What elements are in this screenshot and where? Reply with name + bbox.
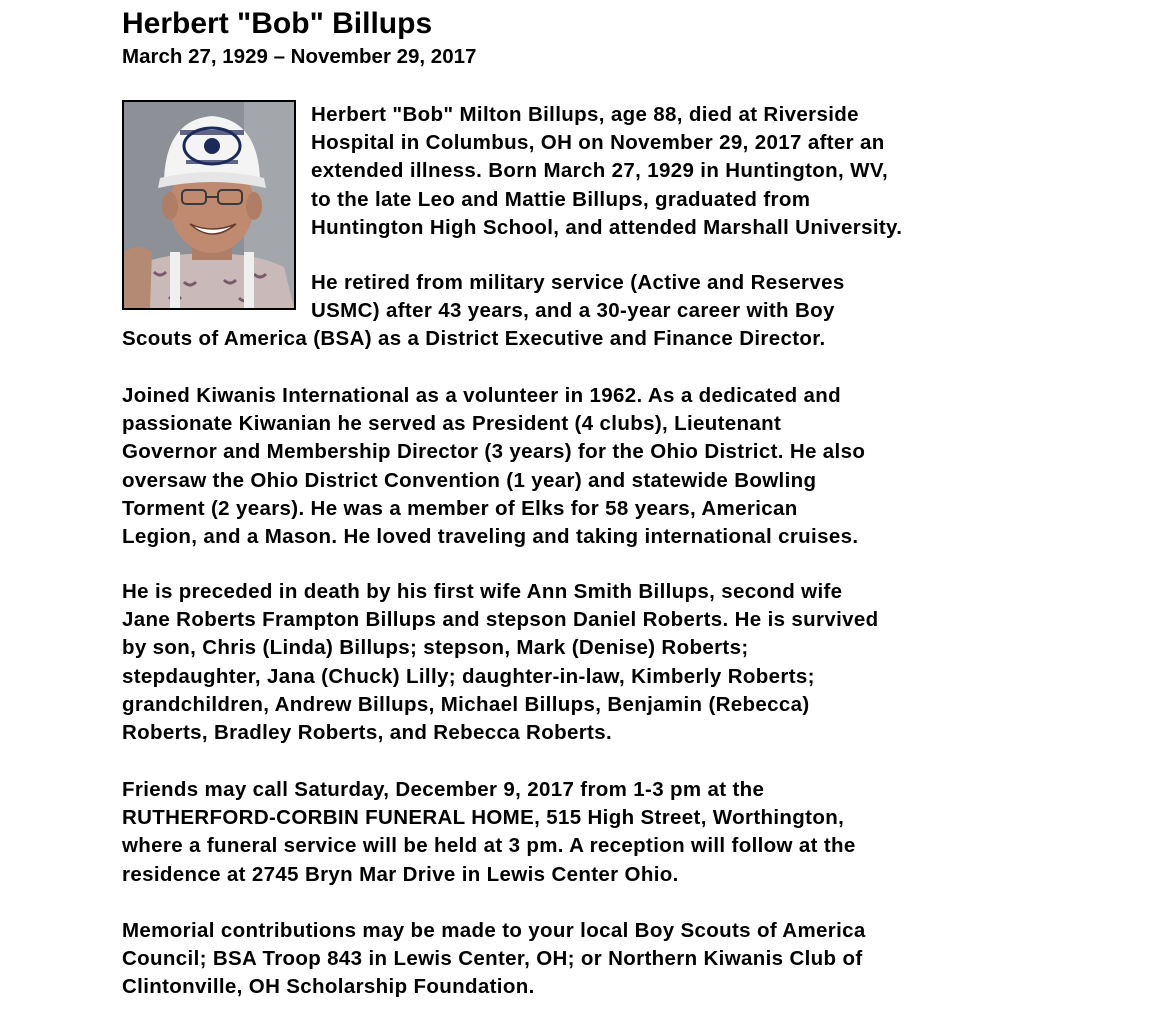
text-line: Governor and Membership Director (3 years) for the Ohio District. He also [122,440,866,464]
text-line: to the late Leo and Mattie Billups, graduated from [311,187,811,211]
text-line: extended illness. Born March 27, 1929 in Huntington, WV, [311,159,889,183]
text-line: Jane Roberts Frampton Billups and stepson Daniel Roberts. He is survived [122,608,879,632]
text-line: Council; BSA Troop 843 in Lewis Center, OH; or Northern Kiwanis Club of [122,947,863,971]
text-line: stepdaughter, Jana (Chuck) Lilly; daughter-in-law, Kimberly Roberts; [122,664,815,688]
text-line: residence at 2745 Bryn Mar Drive in Lewis Center Ohio. [122,862,679,886]
paragraph-career [122,269,845,354]
text-line: grandchildren, Andrew Billups, Michael Billups, Benjamin (Rebecca) [122,692,810,716]
text-line: RUTHERFORD-CORBIN FUNERAL HOME, 515 High Street, Worthington, [122,806,845,830]
text-line: where a funeral service will be held at 3 pm. A reception will follow at the [122,834,856,858]
text-line: by son, Chris (Linda) Billups; stepson, Mark (Denise) Roberts; [122,636,749,660]
paragraph-kiwanis [122,382,865,551]
text-line: Scouts of America (BSA) as a District Executive and Finance Director. [122,327,826,351]
text-line: Friends may call Saturday, December 9, 2017 from 1-3 pm at the [122,778,765,801]
paragraph-services [122,776,856,889]
text-line: Joined Kiwanis International as a volunteer in 1962. As a dedicated and [122,384,842,407]
paragraph-memorial-contributions [122,917,866,1002]
text-line: Roberts, Bradley Roberts, and Rebecca Roberts. [122,721,613,745]
text-line: He is preceded in death by his first wife Ann Smith Billups, second wife [122,580,843,603]
text-line: Herbert "Bob" Milton Billups, age 88, died at Riverside [311,103,859,126]
text-line: oversaw the Ohio District Convention (1 year) and statewide Bowling [122,468,817,492]
text-line: Torment (2 years). He was a member of Elks for 58 years, American [122,496,798,520]
paragraph-family [122,578,879,747]
life-dates: March 27, 1929 – November 29, 2017 [122,45,477,68]
text-line: Clintonville, OH Scholarship Foundation. [122,975,535,999]
paragraph-death-and-birth [122,101,902,242]
text-line: Hospital in Columbus, OH on November 29, 2017 after an [311,131,885,155]
text-line: USMC) after 43 years, and a 30-year career with Boy [311,299,835,323]
obituary-title: Herbert "Bob" Billups [122,7,433,40]
text-line: passionate Kiwanian he served as President (4 clubs), Lieutenant [122,412,782,436]
text-line: Huntington High School, and attended Marshall University. [311,215,903,239]
text-line: He retired from military service (Active and Reserves [311,271,845,294]
text-line: Memorial contributions may be made to your local Boy Scouts of America [122,919,866,942]
text-line: Legion, and a Mason. He loved traveling and taking international cruises. [122,525,859,549]
